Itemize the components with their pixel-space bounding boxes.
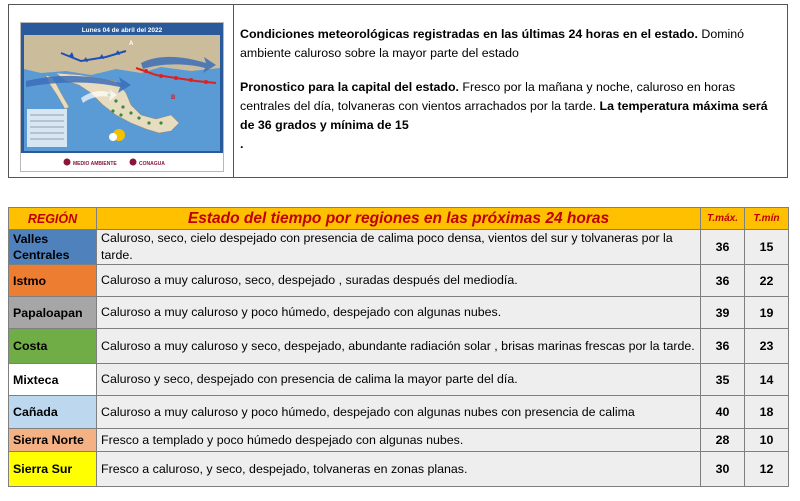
logo-conagua: CONAGUA — [139, 161, 165, 167]
map-cell — [9, 5, 234, 177]
table-row — [9, 265, 789, 297]
tmax-value: 39 — [701, 297, 745, 329]
region-description: Caluroso a muy caluroso y poco húmedo, despejado con algunas nubes con presencia de calima — [97, 396, 701, 429]
header-region: REGIÓN — [9, 208, 97, 230]
region-name: Cañada — [9, 396, 97, 429]
region-description: Fresco a templado y poco húmedo despejado con algunas nubes. — [97, 429, 701, 452]
tmax-value: 36 — [701, 230, 745, 265]
svg-text:A: A — [129, 41, 134, 47]
summary-box — [8, 4, 788, 178]
conditions-text: Dominó ambiente caluroso sobre la mayor parte del estado — [240, 27, 745, 60]
tmax-value: 28 — [701, 429, 745, 452]
tmin-value: 19 — [745, 297, 789, 329]
table-row — [9, 396, 789, 429]
region-name: Sierra Norte — [9, 429, 97, 452]
header-tmax: T.máx. — [701, 208, 745, 230]
table-row — [9, 364, 789, 396]
table-row — [9, 452, 789, 487]
tmax-value: 30 — [701, 452, 745, 487]
logo-medio-ambiente: MEDIO AMBIENTE — [73, 161, 117, 167]
region-description: Caluroso y seco, despejado con presencia de calima la mayor parte del día. — [97, 364, 701, 396]
tmin-value: 23 — [745, 329, 789, 364]
table-row — [9, 429, 789, 452]
region-name: Mixteca — [9, 364, 97, 396]
svg-text:B: B — [171, 95, 176, 101]
table-row — [9, 230, 789, 265]
tmax-value: 35 — [701, 364, 745, 396]
region-name: Papaloapan — [9, 297, 97, 329]
table-row — [9, 297, 789, 329]
forecast-paragraph — [240, 78, 783, 135]
tmin-value: 22 — [745, 265, 789, 297]
region-description: Caluroso a muy caluroso y seco, despejado, abundante radiación solar , brisas marinas frescas por la tarde. — [97, 329, 701, 364]
header-description: Estado del tiempo por regiones en las próximas 24 horas — [97, 208, 701, 230]
summary-text — [234, 5, 787, 177]
header-tmin: T.mín — [745, 208, 789, 230]
map-date-label: Lunes 04 de abril del 2022 — [81, 27, 163, 34]
regional-forecast-table — [8, 207, 789, 487]
table-row — [9, 329, 789, 364]
table-header-row — [9, 208, 789, 230]
tmin-value: 14 — [745, 364, 789, 396]
region-name: Costa — [9, 329, 97, 364]
forecast-title: Pronostico para la capital del estado. — [240, 80, 459, 94]
tmax-value: 36 — [701, 265, 745, 297]
tmin-value: 12 — [745, 452, 789, 487]
region-name: Valles Centrales — [9, 230, 97, 265]
region-description: Fresco a caluroso, y seco, despejado, tolvaneras en zonas planas. — [97, 452, 701, 487]
tmin-value: 10 — [745, 429, 789, 452]
tmin-value: 15 — [745, 230, 789, 265]
region-description: Caluroso, seco, cielo despejado con presencia de calima poco densa, vientos del sur y tolvaneras por la tarde. — [97, 230, 701, 265]
region-description: Caluroso a muy caluroso y poco húmedo, despejado con algunas nubes. — [97, 297, 701, 329]
conditions-title: Condiciones meteorológicas registradas en las últimas 24 horas en el estado. — [240, 27, 698, 41]
tmax-value: 36 — [701, 329, 745, 364]
region-name: Istmo — [9, 265, 97, 297]
weather-map-image — [20, 22, 224, 172]
region-name: Sierra Sur — [9, 452, 97, 487]
trailing-dot: . — [240, 137, 244, 151]
tmax-value: 40 — [701, 396, 745, 429]
region-description: Caluroso a muy caluroso, seco, despejado , suradas después del mediodía. — [97, 265, 701, 297]
conditions-paragraph — [240, 25, 783, 63]
forecast-temperature: La temperatura máxima será de 36 grados y mínima de 15 — [240, 99, 768, 132]
tmin-value: 18 — [745, 396, 789, 429]
forecast-text: Fresco por la mañana y noche, caluroso en horas centrales del día, tolvaneras con vientos arrachados por la tarde. — [240, 80, 736, 113]
